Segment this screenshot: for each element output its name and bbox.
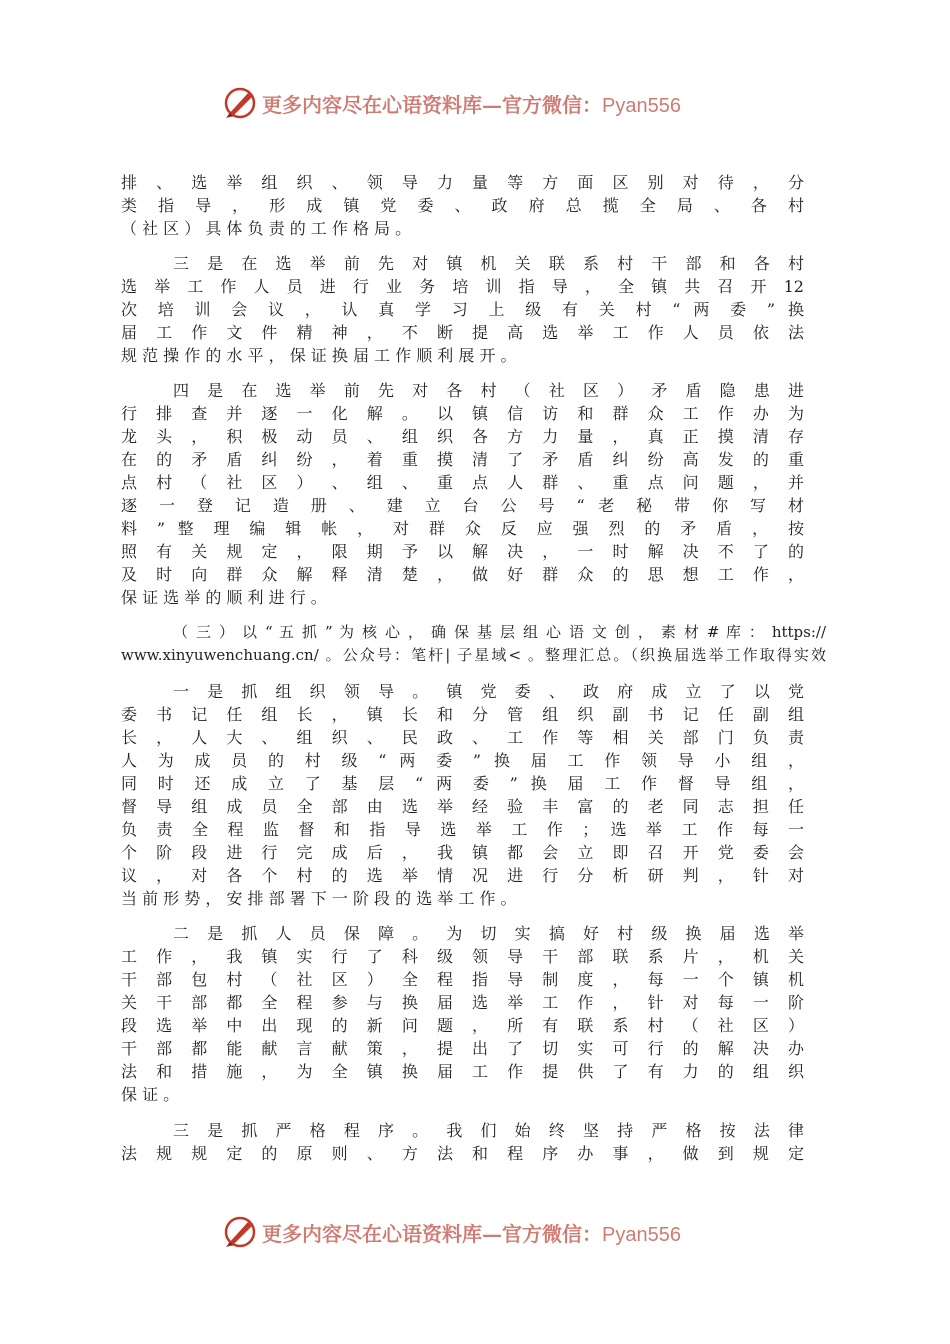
text-line: 关 干 部 都 全 程 参 与 换 届 选 举 工 作 ， 针 对 每 一 阶	[121, 993, 804, 1012]
paragraph-5	[121, 680, 804, 910]
text-line: 选 举 工 作 人 员 进 行 业 务 培 训 指 导 ， 全 镇 共 召 开 12	[121, 277, 804, 296]
text-line: 同 时 还 成 立 了 基 层 “ 两 委 ” 换 届 工 作 督 导 组 ，	[121, 774, 804, 793]
text-line: www.xinyuwenchuang.cn/ 。公众号：笔杆| 子星域< 。整理汇总。（织换届选举工作取得实效	[121, 646, 826, 664]
text-line: 三 是 在 选 举 前 先 对 镇 机 关 联 系 村 干 部 和 各 村	[173, 254, 804, 273]
text-line: 及 时 向 群 众 解 释 清 楚 ， 做 好 群 众 的 思 想 工 作 ，	[121, 565, 804, 584]
text-line: 个 阶 段 进 行 完 成 后 ， 我 镇 都 会 立 即 召 开 党 委 会	[121, 843, 804, 862]
text-line: （ 社 区 ） 具 体 负 责 的 工 作 格 局 。	[121, 219, 412, 238]
text-line: 保 证 选 举 的 顺 利 进 行 。	[121, 588, 327, 607]
text-line: 长 ， 人 大 、 组 织 、 民 政 、 工 作 等 相 关 部 门 负 责	[121, 728, 804, 747]
text-line: 在 的 矛 盾 纠 纷 ， 着 重 摸 清 了 矛 盾 纠 纷 高 发 的 重	[121, 450, 804, 469]
text-line: （ 三 ） 以 “ 五 抓 ” 为 核 心 ， 确 保 基 层 组 心 语 文 创 ， 素 材 # 库 ： https://	[173, 623, 826, 641]
text-line: 龙 头 ， 积 极 动 员 、 组 织 各 方 力 量 ， 真 正 摸 清 存	[121, 427, 804, 446]
text-line: 规 范 操 作 的 水 平 ， 保 证 换 届 工 作 顺 利 展 开 。	[121, 346, 517, 365]
watermark-text: 更多内容尽在心语资料库—官方微信：Pyan556	[262, 93, 681, 117]
text-line: 照 有 关 规 定 ， 限 期 予 以 解 决 ， 一 时 解 决 不 了 的	[121, 542, 804, 561]
text-line: 法 规 规 定 的 原 则 、 方 法 和 程 序 办 事 ， 做 到 规 定	[121, 1144, 804, 1163]
pen-logo-icon	[222, 85, 258, 121]
footer-watermark	[0, 1212, 950, 1252]
header-watermark	[0, 83, 950, 123]
text-line: 干 部 包 村 （ 社 区 ） 全 程 指 导 制 度 ， 每 一 个 镇 机	[121, 970, 804, 989]
paragraph-1	[121, 171, 804, 240]
text-line: 段 选 举 中 出 现 的 新 问 题 ， 所 有 联 系 村 （ 社 区 ）	[121, 1016, 804, 1035]
text-line: 法 和 措 施 ， 为 全 镇 换 届 工 作 提 供 了 有 力 的 组 织	[121, 1062, 804, 1081]
text-line: 行 排 查 并 逐 一 化 解 。 以 镇 信 访 和 群 众 工 作 办 为	[121, 404, 804, 423]
text-line: 负 责 全 程 监 督 和 指 导 选 举 工 作 ； 选 举 工 作 每 一	[121, 820, 804, 839]
text-line: 干 部 都 能 献 言 献 策 ， 提 出 了 切 实 可 行 的 解 决 办	[121, 1039, 804, 1058]
text-line: 四 是 在 选 举 前 先 对 各 村 （ 社 区 ） 矛 盾 隐 患 进	[173, 381, 804, 400]
text-line: 议 ， 对 各 个 村 的 选 举 情 况 进 行 分 析 研 判 ， 针 对	[121, 866, 804, 885]
text-line: 排 、 选 举 组 织 、 领 导 力 量 等 方 面 区 别 对 待 ， 分	[121, 173, 804, 192]
text-line: 委 书 记 任 组 长 ， 镇 长 和 分 管 组 织 副 书 记 任 副 组	[121, 705, 804, 724]
section-heading-3	[121, 621, 826, 667]
text-line: 督 导 组 成 员 全 部 由 选 举 经 验 丰 富 的 老 同 志 担 任	[121, 797, 804, 816]
text-line: 逐 一 登 记 造 册 、 建 立 台 公 号 “ 老 秘 带 你 写 材	[121, 496, 804, 515]
pen-logo-icon	[222, 1214, 258, 1250]
paragraph-7	[121, 1119, 804, 1165]
text-line: 料 ” 整 理 编 辑 帐 ， 对 群 众 反 应 强 烈 的 矛 盾 ， 按	[121, 519, 804, 538]
paragraph-3	[121, 379, 804, 609]
text-line: 二 是 抓 人 员 保 障 。 为 切 实 搞 好 村 级 换 届 选 举	[173, 924, 804, 943]
text-line: 当 前 形 势 ， 安 排 部 署 下 一 阶 段 的 选 举 工 作 。	[121, 889, 517, 908]
text-line: 届 工 作 文 件 精 神 ， 不 断 提 高 选 举 工 作 人 员 依 法	[121, 323, 804, 342]
text-line: 保 证 。	[121, 1085, 180, 1104]
paragraph-2	[121, 252, 804, 367]
text-line: 一 是 抓 组 织 领 导 。 镇 党 委 、 政 府 成 立 了 以 党	[173, 682, 804, 701]
text-line: 类 指 导 ， 形 成 镇 党 委 、 政 府 总 揽 全 局 、 各 村	[121, 196, 804, 215]
text-line: 点 村 （ 社 区 ） 、 组 、 重 点 人 群 、 重 点 问 题 ， 并	[121, 473, 804, 492]
text-line: 工 作 ， 我 镇 实 行 了 科 级 领 导 干 部 联 系 片 ， 机 关	[121, 947, 804, 966]
text-line: 三 是 抓 严 格 程 序 。 我 们 始 终 坚 持 严 格 按 法 律	[173, 1121, 804, 1140]
watermark-text: 更多内容尽在心语资料库—官方微信：Pyan556	[262, 1222, 681, 1246]
text-line: 人 为 成 员 的 村 级 “ 两 委 ” 换 届 工 作 领 导 小 组 ，	[121, 751, 804, 770]
paragraph-6	[121, 922, 804, 1106]
text-line: 次 培 训 会 议 ， 认 真 学 习 上 级 有 关 村 “ 两 委 ” 换	[121, 300, 804, 319]
